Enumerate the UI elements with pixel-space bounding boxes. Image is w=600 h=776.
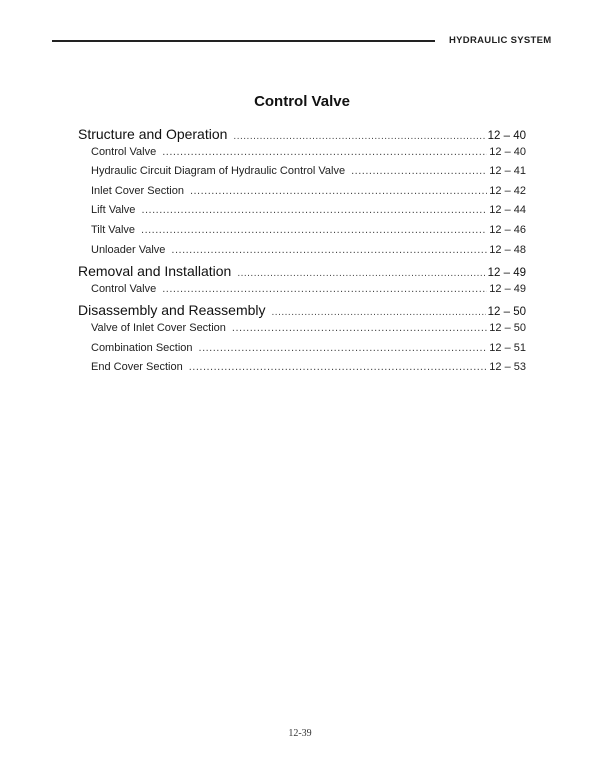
- toc-entry-page: 12 – 53: [489, 361, 526, 374]
- toc-entry-label: Unloader Valve: [91, 243, 166, 256]
- toc-entry-page: 12 – 44: [489, 204, 526, 217]
- dot-leader: [199, 342, 488, 354]
- toc-entry-page: 12 – 48: [489, 243, 526, 256]
- dot-leader: [237, 268, 485, 279]
- toc-entry[interactable]: [78, 224, 526, 244]
- toc-entry-page: 12 – 46: [489, 223, 526, 236]
- toc-entry-page: 12 – 49: [489, 282, 526, 295]
- toc-entry[interactable]: [78, 126, 526, 146]
- page-title: Control Valve: [254, 93, 350, 110]
- toc-entry-page: 12 – 50: [489, 321, 526, 334]
- toc-entry-label: End Cover Section: [91, 361, 183, 374]
- toc-entry-label: Removal and Installation: [78, 263, 232, 280]
- dot-leader: [162, 146, 487, 158]
- dot-leader: [232, 322, 487, 334]
- toc-entry-label: Inlet Cover Section: [91, 184, 184, 197]
- toc-entry[interactable]: [78, 263, 526, 283]
- dot-leader: [141, 204, 487, 216]
- dot-leader: [351, 165, 487, 177]
- page-number: 12-39: [288, 728, 312, 739]
- toc-entry-label: Control Valve: [91, 282, 157, 295]
- toc-entry-page: 12 – 51: [489, 341, 526, 354]
- toc-entry-page: 12 – 40: [487, 130, 526, 142]
- section-header: HYDRAULIC SYSTEM: [449, 35, 552, 46]
- toc-entry-label: Valve of Inlet Cover Section: [91, 321, 226, 334]
- table-of-contents: [78, 126, 526, 381]
- toc-entry-label: Combination Section: [91, 341, 193, 354]
- toc-entry[interactable]: [78, 244, 526, 264]
- toc-entry[interactable]: [78, 302, 526, 322]
- toc-entry-page: 12 – 50: [487, 306, 526, 319]
- toc-entry[interactable]: [78, 342, 526, 362]
- toc-entry[interactable]: [78, 204, 526, 224]
- dot-leader: [233, 131, 485, 142]
- toc-entry-label: Control Valve: [91, 145, 157, 158]
- toc-entry[interactable]: [78, 361, 526, 381]
- dot-leader: [190, 185, 487, 197]
- toc-entry-page: 12 – 42: [489, 184, 526, 197]
- toc-entry-page: 12 – 49: [487, 267, 526, 280]
- toc-entry[interactable]: [78, 146, 526, 166]
- toc-entry-label: Hydraulic Circuit Diagram of Hydraulic Control Valve: [91, 165, 346, 178]
- toc-entry-label: Disassembly and Reassembly: [78, 302, 266, 319]
- dot-leader: [189, 361, 488, 373]
- dot-leader: [162, 283, 487, 295]
- toc-entry[interactable]: [78, 322, 526, 342]
- toc-entry-page: 12 – 41: [489, 165, 526, 178]
- dot-leader: [272, 307, 486, 318]
- toc-entry-label: Tilt Valve: [91, 223, 136, 236]
- toc-entry-label: Lift Valve: [91, 204, 136, 217]
- toc-entry[interactable]: [78, 283, 526, 303]
- header-rule: [52, 40, 435, 42]
- toc-entry[interactable]: [78, 185, 526, 205]
- dot-leader: [171, 244, 487, 256]
- toc-entry-page: 12 – 40: [489, 145, 526, 158]
- toc-entry[interactable]: [78, 165, 526, 185]
- dot-leader: [141, 224, 487, 236]
- toc-entry-label: Structure and Operation: [78, 126, 228, 142]
